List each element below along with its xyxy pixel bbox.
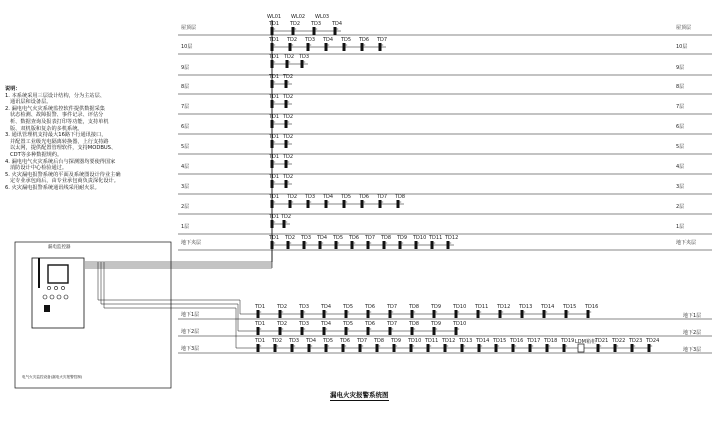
- detector-code: TD10: [408, 338, 422, 344]
- detector-code: TD3: [299, 54, 310, 60]
- detector-code: TD13: [459, 338, 473, 344]
- leakage-detector: [279, 310, 282, 318]
- cabinet-footer: 电气火灾监控设备(漏电火灾报警控制): [22, 375, 83, 379]
- detector-code: TD2: [283, 134, 294, 140]
- detector-code: TD22: [612, 338, 626, 344]
- leakage-detector: [410, 344, 413, 352]
- floor-label-left: 3层: [181, 184, 190, 190]
- detector-code: TD1: [269, 194, 280, 200]
- leakage-detector: [291, 344, 294, 352]
- note-item-1: 1. 本系统采用三层设计结构，分为主站层、 通讯层和设备层。: [5, 92, 105, 106]
- leakage-detector: [334, 27, 337, 35]
- detector-code: TD2: [283, 74, 294, 80]
- detector-code: TD6: [359, 194, 370, 200]
- leakage-detector: [283, 220, 286, 228]
- leakage-detector: [345, 327, 348, 335]
- floor-label-right: 屋顶层: [676, 25, 692, 31]
- leakage-detector: [433, 327, 436, 335]
- detector-code: TD5: [323, 338, 334, 344]
- leakage-detector: [343, 200, 346, 208]
- floor-label-left: 10层: [181, 44, 193, 50]
- detector-code: TD5: [341, 37, 352, 43]
- floor-label-left: 2层: [181, 204, 190, 210]
- leakage-detector: [565, 310, 568, 318]
- leakage-detector: [271, 43, 274, 51]
- leakage-detector: [335, 241, 338, 249]
- leakage-detector: [308, 344, 311, 352]
- floor-label-left: 7层: [181, 104, 190, 110]
- detector-code: TD23: [629, 338, 643, 344]
- detector-code: TD2: [283, 94, 294, 100]
- leakage-detector: [307, 43, 310, 51]
- note-item-4: 4. 漏电电气火灾系统后台与探测器均要使得国家 消防设计中心检验通过。: [5, 158, 116, 172]
- floor-label-right: 10层: [676, 44, 688, 50]
- detector-code: TD6: [340, 338, 351, 344]
- floor-label-right: 3层: [676, 184, 685, 190]
- leakage-detector: [546, 344, 549, 352]
- detector-code: TD2: [290, 21, 301, 27]
- detector-code: TD14: [476, 338, 490, 344]
- detector-code: TD3: [289, 338, 300, 344]
- leakage-detector: [285, 100, 288, 108]
- detector-code: TD14: [541, 304, 555, 310]
- detector-code: TD2: [284, 54, 295, 60]
- leakage-detector: [271, 180, 274, 188]
- leakage-detector: [367, 241, 370, 249]
- roof-code-1: WL01: [267, 14, 282, 20]
- leakage-detector: [313, 27, 316, 35]
- leakage-detector: [279, 327, 282, 335]
- detector-code: TD11: [475, 304, 489, 310]
- detector-code: TD6: [365, 304, 376, 310]
- diagram-title: 漏电火灾报警系统图: [330, 391, 389, 399]
- note-item-2: 2. 漏电电气火灾系统监控软件提供数据采集 状态检测、故障报警、事件记录、评估分 析、数据查询及报表打印等功能，支持单机 版、双机版和复杂的多机系统。: [5, 105, 109, 132]
- detector-code: TD1: [269, 114, 280, 120]
- detector-code: TD1: [269, 235, 280, 241]
- detector-code: TD1: [255, 321, 266, 327]
- leakage-detector: [307, 200, 310, 208]
- leakage-detector: [271, 60, 274, 68]
- note-item-3: 3. 通讯管理机支持最大16路下行通讯接口， 并配置工业级光电隔离转换器，上行支持路 以太网，提供配置管理软件，支持MODBUS、 CDT等多种数据规约。: [5, 132, 117, 158]
- detector-code: TD4: [317, 235, 328, 241]
- detector-code: TD4: [306, 338, 317, 344]
- leakage-detector: [285, 180, 288, 188]
- leakage-detector: [461, 344, 464, 352]
- leakage-detector: [455, 327, 458, 335]
- detector-code: TD15: [493, 338, 507, 344]
- leakage-detector: [361, 43, 364, 51]
- leakage-detector: [367, 327, 370, 335]
- leakage-detector: [444, 344, 447, 352]
- detector-code: TD2: [285, 235, 296, 241]
- leakage-detector: [376, 344, 379, 352]
- leakage-detector: [455, 310, 458, 318]
- leakage-detector: [292, 27, 295, 35]
- leakage-detector: [431, 241, 434, 249]
- detector-code: TD4: [332, 21, 343, 27]
- note-item-6: 6. 火灾漏电报警系统通讯线采用耐火泵。: [5, 184, 100, 191]
- leakage-detector: [393, 344, 396, 352]
- floor-label-left: 地下夹层: [181, 240, 202, 246]
- leakage-detector: [512, 344, 515, 352]
- floor-label-right: 8层: [676, 84, 685, 90]
- leakage-detector: [274, 344, 277, 352]
- leakage-detector: [303, 241, 306, 249]
- leakage-detector: [271, 80, 274, 88]
- detector-code: TD1: [269, 214, 280, 220]
- detector-code: TD3: [299, 321, 310, 327]
- detector-code: TD3: [301, 235, 312, 241]
- leakage-detector: [587, 310, 590, 318]
- leakage-detector: [433, 310, 436, 318]
- detector-code: TD9: [397, 235, 408, 241]
- detector-code: TD7: [377, 194, 388, 200]
- notes-title: 说明：: [5, 86, 21, 92]
- leakage-detector: [289, 200, 292, 208]
- floor-label-right: 2层: [676, 204, 685, 210]
- leakage-detector: [301, 310, 304, 318]
- leakage-detector: [301, 60, 304, 68]
- floor-label-right: 6层: [676, 124, 685, 130]
- detector-code: TD5: [333, 235, 344, 241]
- leakage-detector: [271, 120, 274, 128]
- leakage-detector: [285, 160, 288, 168]
- detector-code: TD13: [519, 304, 533, 310]
- detector-code: TD7: [387, 321, 398, 327]
- detector-code: TD2: [283, 114, 294, 120]
- leakage-detector: [271, 27, 274, 35]
- panel-switch: [44, 305, 50, 312]
- leakage-detector: [411, 327, 414, 335]
- floor-label-right: 9层: [676, 65, 685, 71]
- leakage-detector: [499, 310, 502, 318]
- leakage-detector: [529, 344, 532, 352]
- control-knob: [43, 295, 47, 299]
- detector-code: TD17: [527, 338, 541, 344]
- detector-code: TD2: [277, 321, 288, 327]
- detector-code: TD24: [646, 338, 660, 344]
- leakage-detector: [427, 344, 430, 352]
- leakage-detector: [325, 344, 328, 352]
- leakage-detector: [342, 344, 345, 352]
- leakage-detector: [397, 200, 400, 208]
- detector-code: TD1: [269, 74, 280, 80]
- leakage-detector: [325, 200, 328, 208]
- leakage-detector: [325, 43, 328, 51]
- detector-code: TD10: [453, 321, 467, 327]
- floor-label-left: 5层: [181, 144, 190, 150]
- leakage-detector: [289, 43, 292, 51]
- leakage-detector: [415, 241, 418, 249]
- detector-code: TD2: [281, 214, 292, 220]
- detector-code: TD2: [287, 37, 298, 43]
- floor-label-left: 屋顶层: [181, 25, 197, 31]
- detector-code: TD1: [255, 304, 266, 310]
- control-knob: [50, 295, 54, 299]
- leakage-detector: [286, 60, 289, 68]
- basement-label-left: 地下1层: [181, 312, 200, 318]
- detector-code: TD8: [409, 304, 420, 310]
- floor-label-left: 4层: [181, 164, 190, 170]
- leakage-detector: [361, 200, 364, 208]
- detector-code: TD5: [343, 321, 354, 327]
- detector-code: TD1: [255, 338, 266, 344]
- detector-code: TD11: [425, 338, 439, 344]
- leakage-detector: [271, 241, 274, 249]
- leakage-detector: [351, 241, 354, 249]
- basement-label-right: 地下3层: [683, 347, 702, 353]
- detector-code: TD2: [283, 174, 294, 180]
- detector-code: TD1: [269, 154, 280, 160]
- detector-code: TD16: [510, 338, 524, 344]
- leakage-detector: [323, 327, 326, 335]
- leakage-detector: [447, 241, 450, 249]
- detector-code: TD2: [277, 304, 288, 310]
- leakage-detector: [399, 241, 402, 249]
- leakage-detector: [367, 310, 370, 318]
- floor-label-left: 8层: [181, 84, 190, 90]
- detector-code: TD3: [299, 304, 310, 310]
- leakage-detector: [597, 344, 600, 352]
- panel-handle: [38, 258, 40, 288]
- note-item-5: 5. 火灾漏电报警系统的平面及系统图设计待业主确 定专业承包商后，由专业承包商负责深化设计。: [5, 171, 121, 185]
- indicator-lamp: [47, 286, 50, 289]
- leakage-detector: [379, 43, 382, 51]
- indicator-lamp: [61, 286, 64, 289]
- leakage-detector: [614, 344, 617, 352]
- floor-label-left: 9层: [181, 65, 190, 71]
- detector-code: TD2: [287, 194, 298, 200]
- detector-code: TD2: [272, 338, 283, 344]
- leakage-detector: [359, 344, 362, 352]
- detector-code: TD4: [321, 304, 332, 310]
- detector-code: TD9: [431, 321, 442, 327]
- detector-code: TD1: [269, 174, 280, 180]
- leakage-detector: [319, 241, 322, 249]
- detector-code: TD10: [413, 235, 427, 241]
- detector-code: TD7: [357, 338, 368, 344]
- detector-code: TD5: [341, 194, 352, 200]
- leakage-detector: [271, 140, 274, 148]
- detector-code: TD3: [311, 21, 322, 27]
- control-knob: [57, 295, 61, 299]
- indicator-lamp: [54, 286, 57, 289]
- leakage-detector: [389, 327, 392, 335]
- cabinet-title: 漏电监控器: [48, 245, 71, 250]
- basement-label-left: 地下2层: [181, 329, 200, 335]
- basement-label-right: 地下1层: [683, 313, 702, 319]
- detector-code: TD8: [381, 235, 392, 241]
- detector-code: TD8: [374, 338, 385, 344]
- leakage-detector: [287, 241, 290, 249]
- detector-code: TD1: [269, 37, 280, 43]
- detector-code: TD21: [595, 338, 609, 344]
- floor-label-right: 7层: [676, 104, 685, 110]
- roof-code-3: WL03: [315, 14, 330, 20]
- floor-label-right: 地下夹层: [676, 240, 697, 246]
- detector-code: TD10: [453, 304, 467, 310]
- detector-code: TD6: [349, 235, 360, 241]
- detector-code: TD8: [395, 194, 406, 200]
- leakage-detector: [411, 310, 414, 318]
- leakage-detector: [379, 200, 382, 208]
- detector-code: TD9: [391, 338, 402, 344]
- detector-code: TD19: [561, 338, 575, 344]
- detector-code: TD7: [377, 37, 388, 43]
- floor-label-right: 1层: [676, 224, 685, 230]
- leakage-detector: [323, 310, 326, 318]
- special-detector-box: [578, 344, 584, 352]
- detector-code: TD4: [323, 37, 334, 43]
- monitor-screen: [48, 265, 68, 283]
- detector-code: TD4: [323, 194, 334, 200]
- detector-code: TD18: [544, 338, 558, 344]
- leakage-detector: [343, 43, 346, 51]
- detector-code: TD12: [497, 304, 511, 310]
- detector-code: TD1: [269, 21, 280, 27]
- leakage-detector: [648, 344, 651, 352]
- leakage-detector: [285, 80, 288, 88]
- detector-code: TD2: [283, 154, 294, 160]
- basement-label-left: 地下3层: [181, 346, 200, 352]
- leakage-detector: [495, 344, 498, 352]
- leakage-detector: [389, 310, 392, 318]
- detector-code: TD3: [305, 194, 316, 200]
- detector-code: TD6: [359, 37, 370, 43]
- leakage-detector: [543, 310, 546, 318]
- special-detector-tag: LDM箱柜: [575, 339, 596, 345]
- roof-code-2: WL02: [291, 14, 306, 20]
- detector-code: TD5: [343, 304, 354, 310]
- detector-code: TD9: [431, 304, 442, 310]
- leakage-detector: [563, 344, 566, 352]
- control-knob: [64, 295, 68, 299]
- leakage-detector: [271, 160, 274, 168]
- detector-code: TD4: [321, 321, 332, 327]
- detector-code: TD1: [269, 94, 280, 100]
- leakage-detector: [271, 220, 274, 228]
- detector-code: TD15: [563, 304, 577, 310]
- leakage-detector: [383, 241, 386, 249]
- floor-label-left: 1层: [181, 224, 190, 230]
- floor-label-right: 5层: [676, 144, 685, 150]
- detector-code: TD12: [445, 235, 459, 241]
- leakage-detector: [477, 310, 480, 318]
- detector-code: TD6: [365, 321, 376, 327]
- detector-code: TD1: [269, 134, 280, 140]
- detector-code: TD8: [409, 321, 420, 327]
- leakage-detector: [271, 200, 274, 208]
- floor-label-left: 6层: [181, 124, 190, 130]
- detector-code: TD12: [442, 338, 456, 344]
- leakage-detector: [301, 327, 304, 335]
- detector-code: TD7: [387, 304, 398, 310]
- detector-code: TD16: [585, 304, 599, 310]
- floor-label-right: 4层: [676, 164, 685, 170]
- basement-label-right: 地下2层: [683, 330, 702, 336]
- leakage-detector: [285, 140, 288, 148]
- leakage-detector: [631, 344, 634, 352]
- detector-code: TD3: [305, 37, 316, 43]
- leakage-detector: [478, 344, 481, 352]
- leakage-detector: [271, 100, 274, 108]
- detector-code: TD11: [429, 235, 443, 241]
- leakage-detector: [345, 310, 348, 318]
- leakage-detector: [285, 120, 288, 128]
- design-notes: [5, 86, 173, 192]
- detector-code: TD1: [269, 54, 280, 60]
- detector-code: TD7: [365, 235, 376, 241]
- leakage-detector: [521, 310, 524, 318]
